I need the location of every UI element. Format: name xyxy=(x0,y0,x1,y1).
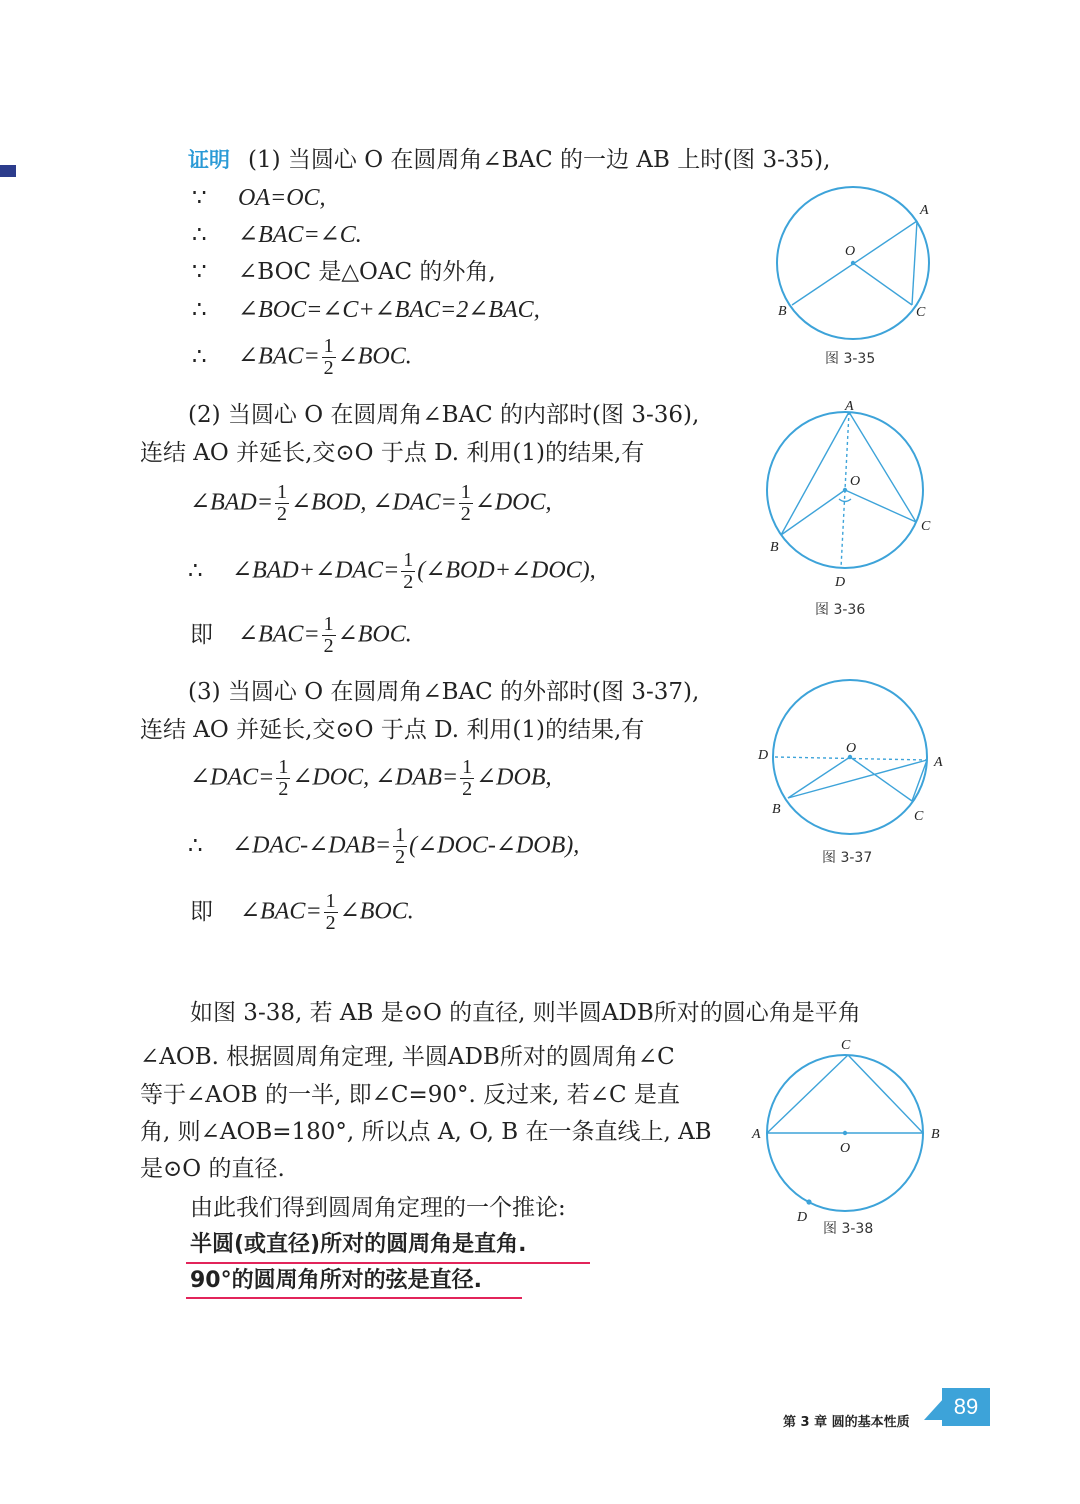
corollary-p1: 如图 3-38, 若 AB 是⊙O 的直径, 则半圆ADB所对的圆心角是平角 xyxy=(190,1000,861,1026)
rule1-underline xyxy=(186,1262,590,1264)
case3-intro: (3) 当圆心 O 在圆周角∠BAC 的外部时(图 3-37), xyxy=(188,679,700,705)
page-tab-corner xyxy=(924,1394,944,1420)
label-c: C xyxy=(841,1038,851,1053)
proof-heading: 证明 xyxy=(188,148,230,172)
label-a: A xyxy=(845,399,854,414)
caption-3-35: 图 3-35 xyxy=(825,351,876,367)
eq-part: ∠BAC= xyxy=(238,343,320,370)
label-c: C xyxy=(914,809,924,824)
case3-eq3: 即 ∠BAC= $\frac{1}{2}$ ∠BOC. xyxy=(190,890,414,934)
figure-3-35 xyxy=(760,185,950,375)
corollary-p6: 由此我们得到圆周角定理的一个推论: xyxy=(190,1195,566,1221)
footer-chapter: 第 3 章 圆的基本性质 xyxy=(783,1415,910,1430)
therefore-symbol: ∴ xyxy=(192,222,207,248)
label-c: C xyxy=(916,305,926,320)
label-o: O xyxy=(850,474,861,489)
figure-3-36 xyxy=(755,395,945,625)
case3-eq1: ∠DAC= $\frac{1}{2}$ ∠DOC, ∠DAB= $\frac{1}{2}$ ∠DOB, xyxy=(190,756,552,800)
proof-line-1 xyxy=(192,183,326,213)
label-b: B xyxy=(778,304,787,319)
case2-intro: (2) 当圆心 O 在圆周角∠BAC 的内部时(图 3-36), xyxy=(188,402,700,428)
page-number: 89 xyxy=(942,1388,990,1426)
proof-line-4 xyxy=(192,295,540,325)
caption-3-36: 图 3-36 xyxy=(815,602,866,618)
eq-bac-c: ∠BAC=∠C. xyxy=(238,222,362,248)
eq-boc-sum: ∠BOC=∠C+∠BAC=2∠BAC, xyxy=(238,297,540,323)
left-edge-tab xyxy=(0,165,16,177)
figure-3-37 xyxy=(752,675,952,875)
case2-eq1: ∠BAD= $\frac{1}{2}$ ∠BOD, ∠DAC= $\frac{1}{2}$ ∠DOC, xyxy=(190,481,552,525)
corollary-p3: 等于∠AOB 的一半, 即∠C=90°. 反过来, 若∠C 是直 xyxy=(140,1082,680,1108)
case1-heading-line xyxy=(188,145,830,175)
fraction-half: $\frac{1}{2}$ xyxy=(323,335,334,379)
label-a: A xyxy=(920,203,929,218)
label-o: O xyxy=(840,1141,851,1156)
rule-right-angle: 90°的圆周角所对的弦是直径. xyxy=(190,1268,482,1293)
case2-eq2: ∴ ∠BAD+∠DAC= $\frac{1}{2}$ (∠BOD+∠DOC), xyxy=(188,549,596,593)
label-c: C xyxy=(921,519,931,534)
corollary-p4: 角, 则∠AOB=180°, 所以点 A, O, B 在一条直线上, AB xyxy=(140,1119,712,1145)
label-d: D xyxy=(835,575,846,590)
proof-line-2 xyxy=(192,220,362,250)
caption-3-37: 图 3-37 xyxy=(822,850,873,866)
case3-construction: 连结 AO 并延长,交⊙O 于点 D. 利用(1)的结果,有 xyxy=(140,717,645,743)
because-symbol: ∵ xyxy=(192,185,207,211)
exterior-angle-statement: ∠BOC 是△OAC 的外角, xyxy=(238,259,496,285)
eq-oa-oc: OA=OC, xyxy=(238,185,326,211)
corollary-p5: 是⊙O 的直径. xyxy=(140,1156,285,1182)
label-b: B xyxy=(770,540,779,555)
label-d: D xyxy=(797,1210,808,1225)
label-a: A xyxy=(752,1127,761,1142)
figure-3-38 xyxy=(745,1035,950,1245)
label-o: O xyxy=(846,741,857,756)
case1-intro: (1) 当圆心 O 在圆周角∠BAC 的一边 AB 上时(图 3-35), xyxy=(248,147,831,173)
therefore-symbol: ∴ xyxy=(192,297,207,323)
proof-line-3 xyxy=(192,257,496,287)
eq-part: ∠BOC. xyxy=(337,343,412,370)
label-a: A xyxy=(934,755,943,770)
label-b: B xyxy=(931,1127,940,1142)
case2-eq3: 即 ∠BAC= $\frac{1}{2}$ ∠BOC. xyxy=(190,613,412,657)
label-b: B xyxy=(772,802,781,817)
rule2-underline xyxy=(186,1297,522,1299)
label-o: O xyxy=(845,244,856,259)
therefore-symbol: ∴ xyxy=(192,343,207,370)
proof-line-5 xyxy=(192,336,412,379)
corollary-p2: ∠AOB. 根据圆周角定理, 半圆ADB所对的圆周角∠C xyxy=(140,1044,675,1070)
label-d: D xyxy=(758,748,769,763)
because-symbol: ∵ xyxy=(192,259,207,285)
rule-semicircle: 半圆(或直径)所对的圆周角是直角. xyxy=(190,1232,527,1257)
case2-construction: 连结 AO 并延长,交⊙O 于点 D. 利用(1)的结果,有 xyxy=(140,440,645,466)
case3-eq2: ∴ ∠DAC-∠DAB= $\frac{1}{2}$ (∠DOC-∠DOB), xyxy=(188,824,580,868)
caption-3-38: 图 3-38 xyxy=(823,1221,874,1237)
